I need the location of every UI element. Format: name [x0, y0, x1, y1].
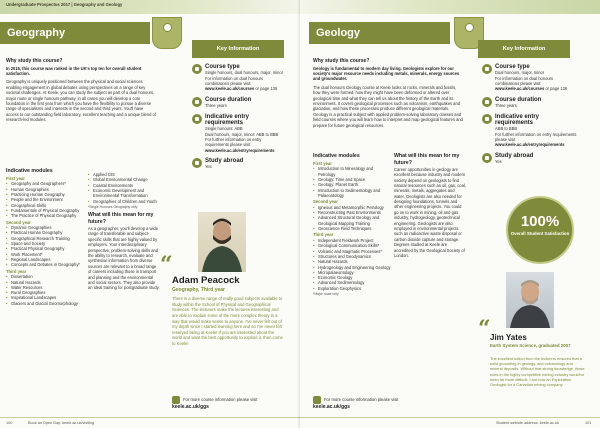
duration-item [482, 97, 578, 109]
future-paragraph: Career opportunities in geology are excellent because industry and modern society depend on geologists to find natural resources such as oil, gas, coal, minerals, metals, aggregates and water. Geologists are also needed for designing foundations, tunnels and other engineering projects. You could go on to work in mining, oil and gas industry, hydrogeology, geotechnical engineering. Geologists are also employed in environmental projects such as radioactive waste disposal or carbon dioxide capture and storage. Degrees studied at Keele are accredited by the Geological Society of London. [394, 166, 466, 258]
modules-column-2 [88, 172, 160, 294]
student-photo [198, 212, 246, 272]
intro-paragraph: Geography is uniquely positioned between the physical and social sciences enabling engagement in global debates using perspectives on a range of key societal challenges. At Keele, you can study the subject as part of a dual honours, major route or single honours pathway, in all cases you will develop a core foundation in the first year from which you have the flexibility to pursue a diverse range of specialisms and interests in the second and third years. You'll have access to our outstanding field laboratory, excellent teaching and a unique blend of research-led modules. [6, 79, 156, 123]
why-study-lead: Geology is fundamental to modern day living. Geologists explore for our society's major resource needs including metals, minerals, energy sources and groundwater. [313, 65, 460, 82]
entry-title: Indicative entry requirements [205, 113, 250, 126]
entry-item [192, 114, 286, 154]
first-year-list [6, 181, 84, 218]
entry-link[interactable]: www.keele.ac.uk/entryrequirements [495, 142, 565, 148]
running-header: Undergraduate Prospectus 2017 | Geography and Geology [6, 2, 123, 7]
entry-value: ABB to BBB [495, 126, 518, 132]
satisfaction-badge [506, 196, 574, 264]
satisfaction-percent: 100% [520, 213, 560, 230]
page-title: Geography [0, 22, 150, 44]
globe-icon [192, 158, 202, 168]
list-item: • Applied GIS [88, 172, 160, 177]
entry-value-2: Dual honours, major, minor: ABB to BBB [205, 131, 279, 137]
header-strip [300, 0, 600, 14]
second-year-list [313, 205, 391, 232]
list-item: • Rural Geographies [6, 290, 84, 295]
study-abroad-title: Study abroad [205, 158, 244, 165]
key-information-label: Key Information [192, 40, 284, 58]
list-item: • Introduction to Sedimentology and Palaeontology [313, 188, 391, 199]
second-year-heading: Second year [6, 219, 31, 225]
list-item: • Glaciers and Glacial Geomorphology [6, 301, 84, 306]
info-icon [172, 396, 180, 404]
list-item: • Geographical Skills [6, 203, 84, 208]
list-item: • Reconstructing Past Environments [313, 210, 391, 215]
list-item: • Geoscience Field Techniques [313, 226, 391, 231]
list-item: • Micropalaeontology [313, 270, 391, 275]
study-abroad-title: Study abroad [495, 152, 534, 159]
footer [300, 418, 600, 428]
duration-value: Three years [205, 103, 227, 109]
list-item: • Introduction to Mineralogy and Petrology [313, 166, 391, 177]
entry-item [482, 114, 578, 148]
course-type-value: Dual honours, major, minor [495, 70, 545, 76]
first-year-heading: First year [313, 160, 332, 166]
modules-footnote: *Major route only [313, 292, 339, 297]
list-item: • Geographical Research Training [6, 236, 84, 241]
clock-icon [192, 97, 202, 107]
clock-icon [482, 97, 492, 107]
second-year-list [6, 225, 84, 268]
quote-mark-icon: “ [478, 316, 491, 342]
key-information-label: Key Information [478, 40, 570, 58]
entry-icon [192, 114, 202, 124]
course-type-icon [482, 64, 492, 74]
list-item: • Structures and Geodynamics [313, 254, 391, 259]
courses-link-suffix: or page 136 [545, 86, 568, 92]
course-type-title: Course type [495, 64, 530, 70]
course-type-item [482, 64, 578, 92]
list-item: • Geological Communication Skills* [313, 243, 391, 248]
list-item: • Water Resources [6, 285, 84, 290]
graduate-name: Jim Yates [490, 333, 527, 342]
footer-text: Book an Open Day: keele.ac.uk/visiting [28, 421, 95, 425]
satisfaction-text: Overall Student Satisfaction [510, 231, 570, 236]
right-page [300, 0, 600, 428]
list-item: • Space and Society [6, 241, 84, 246]
list-item: • The Practice of Physical Geography [6, 213, 84, 218]
courses-link[interactable]: www.keele.ac.uk/courses [205, 86, 255, 92]
entry-icon [482, 114, 492, 124]
list-item: • Advanced Structural Geology and Geological Mapping Training [313, 215, 391, 226]
entry-link[interactable]: www.keele.ac.uk/entryrequirements [205, 147, 275, 153]
list-item: • Geography and Geographers* [6, 181, 84, 186]
list-item: • Practicing Human Geography [6, 192, 84, 197]
duration-value: Three years [495, 103, 517, 109]
third-year-list-cont [88, 172, 160, 204]
footer-text: Student website address: keele.ac.uk [496, 421, 559, 425]
intro-column [313, 58, 463, 131]
key-info-sidebar [482, 64, 578, 169]
page-number: 100 [6, 421, 13, 425]
list-item: • Economic Geology [313, 275, 391, 280]
duration-item [192, 97, 286, 109]
list-item: • Practical Human Geography [6, 230, 84, 235]
study-abroad-value: Yes [205, 164, 212, 170]
future-heading: What will this mean for my future? [394, 153, 460, 166]
list-item: • Igneous and Metamorphic Petrology [313, 205, 391, 210]
future-heading: What will this mean for my future? [88, 212, 154, 226]
more-info [172, 396, 257, 410]
course-type-value: Single honours, dual honours, major, minor [205, 70, 284, 76]
list-item: • Economic Development and Environmental Transformation [88, 188, 160, 199]
course-link[interactable]: keele.ac.uk/ggs [313, 404, 350, 410]
third-year-heading: Third year [6, 268, 27, 274]
list-item: • Work Placement* [6, 252, 84, 257]
list-item: • Coastal Environments [88, 183, 160, 188]
list-item: • People and the Environment [6, 197, 84, 202]
course-type-item [192, 64, 286, 92]
modules-column [6, 165, 84, 306]
courses-link-suffix: or page 136 [255, 86, 278, 92]
list-item: • Regional Landscapes [6, 257, 84, 262]
list-item: • Natural Hazards [6, 280, 84, 285]
list-item: • Human Geographies [6, 187, 84, 192]
first-year-heading: First year [6, 175, 25, 181]
globe-icon [482, 153, 492, 163]
duration-title: Course duration [495, 96, 542, 103]
list-item: • Exploration Geophysics [313, 286, 391, 291]
list-item: • Practical Physical Geography [6, 246, 84, 251]
graduate-photo [506, 272, 554, 328]
course-type-icon [192, 64, 202, 74]
list-item: • Advanced Sedimentology [313, 280, 391, 285]
list-item: • Natural Hazards [313, 259, 391, 264]
footer [0, 418, 300, 428]
entry-title: Indicative entry requirements [495, 113, 540, 126]
study-abroad-item [192, 158, 286, 170]
student-course: Geography, Third year [172, 287, 225, 293]
list-item: • Dynamic Geographies [6, 225, 84, 230]
list-item: • Concepts and Debates in Geography* [6, 262, 84, 267]
course-type-note: For information on dual honours combinations please visit [205, 75, 264, 87]
entry-value: Single honours: ABB [205, 126, 243, 132]
graduate-course: Earth System Science, graduated 2007 [490, 343, 571, 348]
first-year-list [313, 166, 391, 198]
page-number: 101 [585, 421, 592, 425]
course-link[interactable]: keele.ac.uk/ggs [172, 404, 209, 410]
modules-heading: Indicative modules [313, 153, 360, 159]
future-paragraph: As a geographer, you'll develop a wide range of transferable and subject-specific skills that are highly valued by employers. Your interdisciplinary perspective, problem-solving skills and the ability to research, evaluate and synthesise information from diverse sources are relevant to a broad range of careers including those in transport and planning and the environmental and social sectors. They also provide an ideal training for postgraduate study. [88, 226, 160, 291]
student-quote: There is a diverse range of really good subjects available to study within the School of Physical and Geographical Sciences. The lecturers make the lectures interesting and are able to explain some of the more complex theory in a way that would make sense to anyone. I've never felt out of my depth since I started learning here and so I've never felt reserved being at Keele! If you are interested about the world and want the best opportunity to explore it, then come to Keele! [172, 296, 283, 346]
second-year-heading: Second year [313, 199, 338, 205]
duration-title: Course duration [205, 96, 252, 103]
student-name: Adam Peacock [172, 275, 240, 286]
quote-mark-icon: “ [160, 252, 173, 278]
intro-paragraph: The dual honours Geology course at Keele looks at rocks, minerals and fossils, how they were formed, how they might have been deformed or altered over geological time and what they can tell us about the history of the Earth and its environment. It covers geological processes such as volcanism, earthquakes and glaciation, and how these processes produce different geological materials. Geology is a practical subject with applied problem-solving laboratory classes and field courses where you will learn how to interpret and map geological features and prepare for future geological resources. [313, 84, 463, 128]
tag-icon [152, 17, 182, 49]
list-item: • Volcanic and Magmatic Processes* [313, 249, 391, 254]
why-study-heading: Why study this course? [313, 58, 370, 64]
list-item: • Dissertation [6, 274, 84, 279]
third-year-list [313, 238, 391, 291]
study-abroad-item [482, 153, 578, 165]
list-item: • Independent Fieldwork Project [313, 238, 391, 243]
list-item: • Geology: Planet Earth [313, 182, 391, 187]
third-year-heading: Third year [313, 232, 334, 238]
entry-note: For further information on entry requirements please visit [205, 136, 262, 148]
entry-note: For further information on entry requirements please visit [495, 131, 577, 142]
future-column [394, 150, 466, 261]
modules-footnote: *Single Honours Geography only [88, 204, 138, 209]
intro-column [6, 58, 156, 126]
modules-heading: Indicative modules [6, 168, 53, 174]
course-type-title: Course type [205, 64, 240, 70]
list-item: • Fundamentals of Physical Geography [6, 208, 84, 213]
courses-link[interactable]: www.keele.ac.uk/courses [495, 86, 545, 92]
more-info-text: For more course information please visit [324, 397, 399, 403]
list-item: • Geographies of Children and Youth [88, 199, 160, 204]
why-study-heading: Why study this course? [6, 58, 63, 64]
graduate-quote: The excellent tuition from the lecturers ensured that a solid grounding in geology, and volcanology and mineral deposits. Without that strong knowledge, those roles in the highly competitive mining industry would've been far more difficult. I am now an Exploration Geologist for a Canadian mining company. [490, 356, 585, 388]
more-info [313, 396, 398, 410]
third-year-list [6, 274, 84, 306]
modules-column [313, 150, 391, 297]
list-item: • Inspirational Landscapes [6, 295, 84, 300]
study-abroad-value: Yes [495, 159, 502, 164]
course-type-note: For information on dual honours combinations please visit [495, 75, 554, 87]
list-item: • Global Environmental Change [88, 177, 160, 182]
info-icon [313, 396, 321, 404]
list-item: • Hydrogeology and Engineering Geology [313, 265, 391, 270]
page-title: Geology [309, 22, 450, 44]
list-item: • Geology: Time and Space [313, 177, 391, 182]
more-info-text: For more course information please visit [183, 397, 258, 403]
key-info-sidebar [192, 64, 286, 175]
why-study-lead: In 2015, this course was ranked in the UK's top ten for overall student satisfaction. [6, 65, 142, 76]
